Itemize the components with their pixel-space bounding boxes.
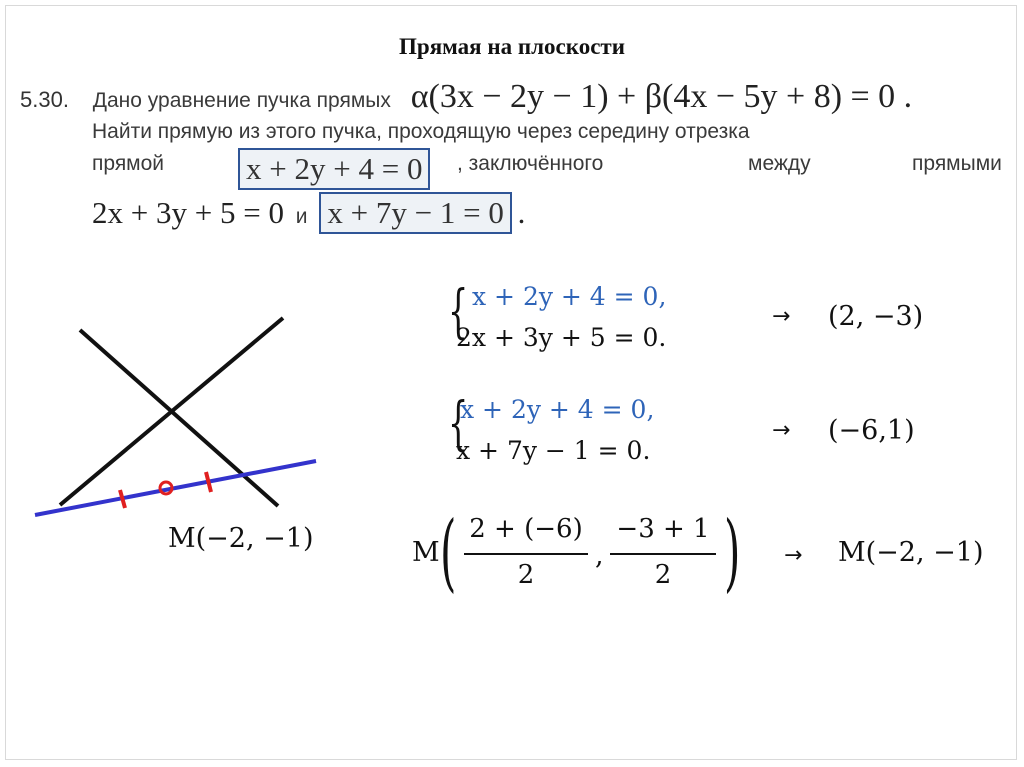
system2-brace: { xyxy=(448,389,469,457)
system2-arrow: → xyxy=(772,418,791,443)
frac1-bar xyxy=(464,553,588,555)
system1-brace: { xyxy=(448,277,469,345)
system1-eq2: 2x + 3y + 5 = 0. xyxy=(456,323,667,352)
word-i: и xyxy=(295,205,308,228)
word-mezhdu: между xyxy=(748,152,811,175)
pencil-equation: α(3x − 2y − 1) + β(4x − 5y + 8) = 0 . xyxy=(410,78,913,115)
boxed-equation-line-3: x + 7y − 1 = 0 xyxy=(319,192,511,234)
tick-mark-left xyxy=(120,490,125,508)
frac1-numerator: 2 + (−6) xyxy=(469,514,583,544)
word-pryamoi: прямой xyxy=(92,152,165,175)
system2-eq2: x + 7y − 1 = 0. xyxy=(456,436,651,465)
line-main-blue xyxy=(35,461,316,515)
system2-result: (−6,1) xyxy=(828,415,915,446)
word-pryamymi: прямыми xyxy=(912,152,1002,175)
frac2-denominator: 2 xyxy=(654,560,672,590)
problem-line-2: Найти прямую из этого пучка, проходящую через середину отрезка xyxy=(92,120,750,143)
word-zaklyuchennogo: , заключённого xyxy=(457,152,604,175)
system1-eq1: x + 2y + 4 = 0, xyxy=(472,282,667,311)
problem-intro-text: Дано уравнение пучка прямых xyxy=(92,89,391,112)
midpoint-result: M(−2, −1) xyxy=(838,537,984,568)
line-first xyxy=(80,330,278,506)
left-paren: ( xyxy=(440,503,457,601)
period: . xyxy=(517,195,526,230)
midpoint-label: M(−2, −1) xyxy=(168,523,314,554)
system1-result: (2, −3) xyxy=(828,301,924,332)
boxed-equation-main: x + 2y + 4 = 0 xyxy=(238,148,430,190)
midpoint-prefix: M xyxy=(412,537,440,568)
midpoint-arrow: → xyxy=(784,543,803,568)
system2-eq1: x + 2y + 4 = 0, xyxy=(460,395,655,424)
frac2-bar xyxy=(610,553,716,555)
problem-number: 5.30. xyxy=(20,87,69,112)
midpoint-comma: , xyxy=(595,540,604,571)
page-title: Прямая на плоскости xyxy=(399,34,625,59)
frac2-numerator: −3 + 1 xyxy=(616,514,710,544)
line-second xyxy=(60,318,283,505)
tick-mark-right xyxy=(206,472,211,492)
right-paren: ) xyxy=(724,503,741,601)
frac1-denominator: 2 xyxy=(517,560,535,590)
system1-arrow: → xyxy=(772,304,791,329)
equation-line-2: 2x + 3y + 5 = 0 xyxy=(92,195,284,230)
